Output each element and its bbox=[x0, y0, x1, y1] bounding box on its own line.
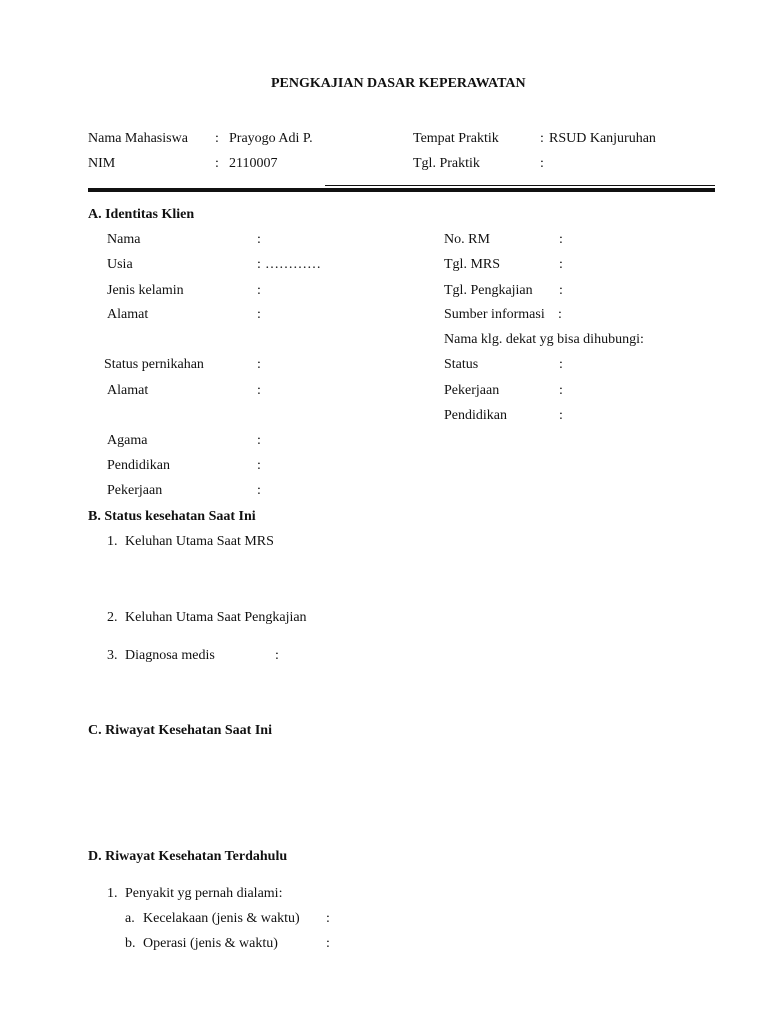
keluarga-pekerjaan-label: Pekerjaan bbox=[444, 383, 500, 398]
keluhan-mrs-label: Keluhan Utama Saat MRS bbox=[125, 534, 274, 549]
nim-label: NIM bbox=[88, 156, 116, 171]
keluarga-status-colon: : bbox=[559, 357, 563, 372]
diagnosa-medis-colon: : bbox=[275, 648, 279, 663]
client-status-pernikahan-colon: : bbox=[257, 357, 261, 372]
diagnosa-medis-number: 3. bbox=[107, 648, 118, 663]
kecelakaan-colon: : bbox=[326, 911, 330, 926]
client-jenis-kelamin-label: Jenis kelamin bbox=[107, 283, 184, 298]
nama-keluarga-label: Nama klg. dekat yg bisa dihubungi: bbox=[444, 332, 644, 347]
client-alamat-2-label: Alamat bbox=[107, 383, 149, 398]
nama-mahasiswa-colon: : bbox=[215, 131, 219, 146]
keluhan-mrs-number: 1. bbox=[107, 534, 118, 549]
penyakit-number: 1. bbox=[107, 886, 118, 901]
keluhan-pengkajian-number: 2. bbox=[107, 610, 118, 625]
operasi-colon: : bbox=[326, 936, 330, 951]
nim-value: 2110007 bbox=[229, 156, 278, 171]
tgl-mrs-colon: : bbox=[559, 257, 563, 272]
no-rm-label: No. RM bbox=[444, 232, 490, 247]
header-thin-rule bbox=[325, 185, 715, 186]
keluarga-status-label: Status bbox=[444, 357, 479, 372]
client-agama-label: Agama bbox=[107, 433, 148, 448]
tempat-praktik-label: Tempat Praktik bbox=[413, 131, 499, 146]
client-nama-colon: : bbox=[257, 232, 261, 247]
tgl-praktik-colon: : bbox=[540, 156, 544, 171]
operasi-letter: b. bbox=[125, 936, 136, 951]
section-a-heading: A. Identitas Klien bbox=[88, 207, 195, 222]
client-status-pernikahan-label: Status pernikahan bbox=[104, 357, 204, 372]
tgl-praktik-label: Tgl. Praktik bbox=[413, 156, 480, 171]
tempat-praktik-value: RSUD Kanjuruhan bbox=[549, 131, 656, 146]
client-alamat-label: Alamat bbox=[107, 307, 149, 322]
client-nama-label: Nama bbox=[107, 232, 141, 247]
client-pendidikan-colon: : bbox=[257, 458, 261, 473]
client-pekerjaan-label: Pekerjaan bbox=[107, 483, 163, 498]
tempat-praktik-colon: : bbox=[540, 131, 544, 146]
nama-mahasiswa-label: Nama Mahasiswa bbox=[88, 131, 188, 146]
page-title: PENGKAJIAN DASAR KEPERAWATAN bbox=[271, 76, 526, 91]
client-pendidikan-label: Pendidikan bbox=[107, 458, 170, 473]
keluhan-pengkajian-label: Keluhan Utama Saat Pengkajian bbox=[125, 610, 307, 625]
operasi-label: Operasi (jenis & waktu) bbox=[143, 936, 278, 951]
client-alamat-colon: : bbox=[257, 307, 261, 322]
section-b-heading: B. Status kesehatan Saat Ini bbox=[88, 509, 256, 524]
nim-colon: : bbox=[215, 156, 219, 171]
client-usia-colon: : bbox=[257, 257, 261, 272]
diagnosa-medis-label: Diagnosa medis bbox=[125, 648, 215, 663]
nama-mahasiswa-value: Prayogo Adi P. bbox=[229, 131, 313, 146]
client-alamat-2-colon: : bbox=[257, 383, 261, 398]
section-c-heading: C. Riwayat Kesehatan Saat Ini bbox=[88, 723, 272, 738]
keluarga-pendidikan-label: Pendidikan bbox=[444, 408, 507, 423]
client-usia-value: ………… bbox=[265, 257, 321, 272]
tgl-pengkajian-colon: : bbox=[559, 283, 563, 298]
tgl-pengkajian-label: Tgl. Pengkajian bbox=[444, 283, 533, 298]
keluarga-pekerjaan-colon: : bbox=[559, 383, 563, 398]
kecelakaan-label: Kecelakaan (jenis & waktu) bbox=[143, 911, 300, 926]
client-agama-colon: : bbox=[257, 433, 261, 448]
client-pekerjaan-colon: : bbox=[257, 483, 261, 498]
kecelakaan-letter: a. bbox=[125, 911, 135, 926]
no-rm-colon: : bbox=[559, 232, 563, 247]
client-jenis-kelamin-colon: : bbox=[257, 283, 261, 298]
sumber-informasi-label: Sumber informasi bbox=[444, 307, 545, 322]
penyakit-label: Penyakit yg pernah dialami: bbox=[125, 886, 283, 901]
sumber-informasi-colon: : bbox=[558, 307, 562, 322]
section-d-heading: D. Riwayat Kesehatan Terdahulu bbox=[88, 849, 288, 864]
keluarga-pendidikan-colon: : bbox=[559, 408, 563, 423]
client-usia-label: Usia bbox=[107, 257, 133, 272]
tgl-mrs-label: Tgl. MRS bbox=[444, 257, 501, 272]
header-thick-rule bbox=[88, 188, 715, 192]
